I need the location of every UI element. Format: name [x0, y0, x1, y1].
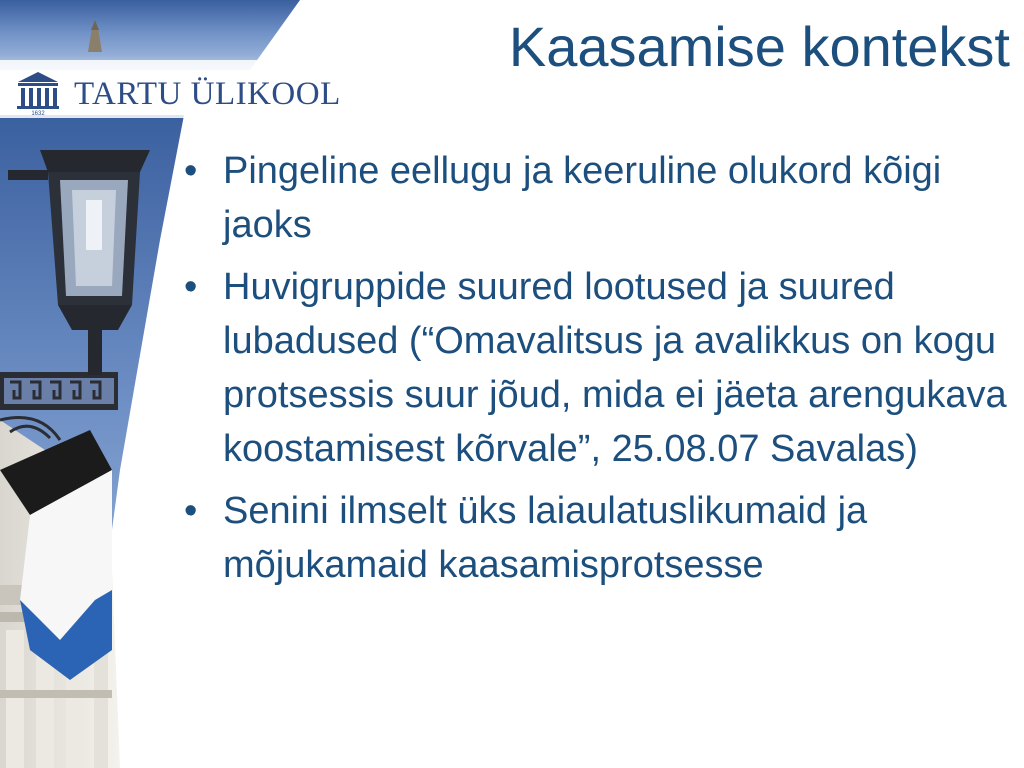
logo-text: TARTU ÜLIKOOL [74, 76, 341, 112]
bullet-marker: • [184, 266, 198, 308]
bullet-list [184, 144, 1018, 600]
bullet-text: Huvigruppide suured lootused ja suured lubadused (“Omavalitsus ja avalikkus on kogu protsessis suur jõud, mida ei jäeta arengukava koostamisest kõrvale”, 25.08.07 Savalas) [223, 266, 1007, 470]
bullet-item [184, 144, 1018, 252]
university-building-icon [14, 70, 62, 116]
bullet-text: Pingeline eellugu ja keeruline olukord kõigi jaoks [223, 150, 942, 246]
university-logo [14, 70, 344, 120]
slide-title: Kaasamise kontekst [508, 15, 1010, 78]
bullet-item [184, 484, 1018, 592]
logo-year: 1632 [31, 111, 45, 116]
bullet-text: Senini ilmselt üks laiaulatuslikumaid ja mõjukamaid kaasamisprotsesse [223, 490, 868, 586]
bullet-marker: • [184, 150, 198, 192]
bullet-item [184, 260, 1018, 476]
bullet-marker: • [184, 490, 198, 532]
